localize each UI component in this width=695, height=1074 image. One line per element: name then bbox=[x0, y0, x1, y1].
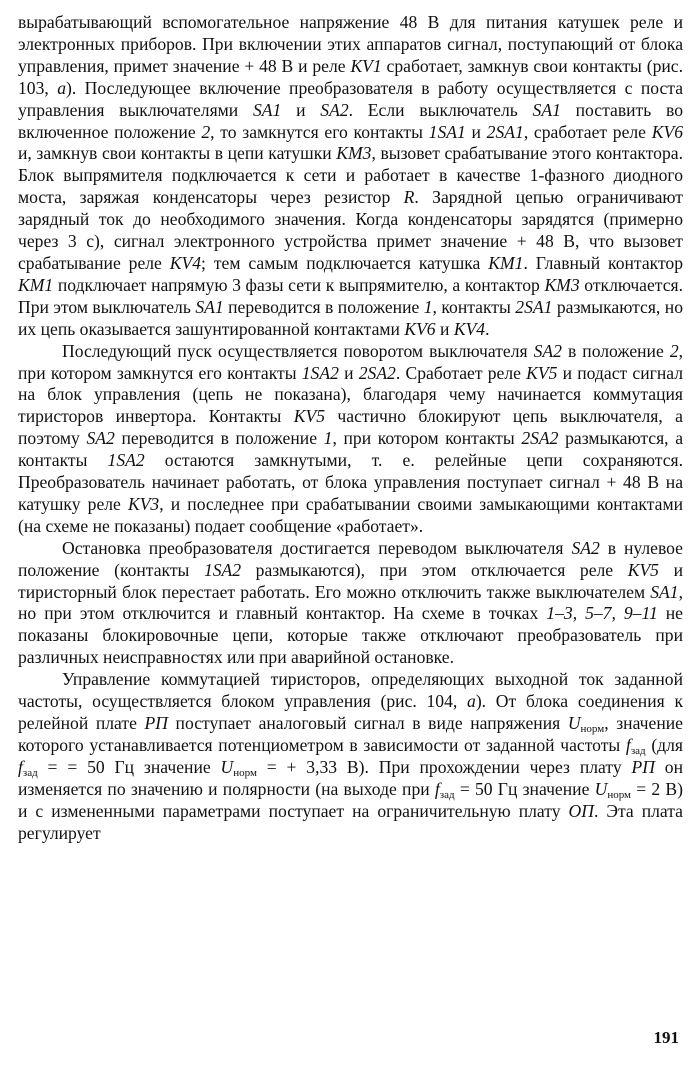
text-run: . Если выключатель bbox=[348, 99, 533, 120]
resistor-label: R bbox=[403, 187, 415, 208]
text-run: (для bbox=[645, 734, 684, 755]
switch-label: SA1 bbox=[253, 99, 282, 120]
frequency-symbol: f bbox=[625, 734, 631, 755]
text-run: поставить во включенное положение bbox=[18, 99, 683, 142]
text-run: подключает напрямую 3 фазы сети к выпрямителю, а контактор bbox=[53, 274, 545, 295]
contactor-label: KM3 bbox=[544, 274, 580, 295]
relay-label: KV5 bbox=[293, 406, 326, 427]
text-run: не показаны блокировочные цепи, которые также отключают преобразователь при различных неисправностях или при аварийной остановке. bbox=[18, 603, 683, 668]
point-range-label: 1–3, 5–7, 9–11 bbox=[546, 603, 658, 624]
text-run: , при котором контакты bbox=[332, 428, 522, 449]
switch-label: SA1 bbox=[650, 581, 679, 602]
text-run: отключается. При этом выключатель bbox=[18, 274, 683, 317]
text-run: = = 50 Гц значение bbox=[37, 756, 221, 777]
text-run: и bbox=[435, 318, 454, 339]
text-run: и bbox=[338, 362, 359, 383]
text-run: поступает аналоговый сигнал в виде напряжения bbox=[167, 713, 568, 733]
text-run: сработает, замкнув свои контакты (рис. 103, bbox=[18, 55, 683, 98]
relay-label: KV1 bbox=[350, 55, 382, 76]
text-run: , и последнее при срабатывании своими замыкающими контактами (на схеме не показаны) подает сообщение «работает». bbox=[18, 493, 683, 536]
paragraph bbox=[18, 341, 683, 538]
subscript: норм bbox=[580, 723, 605, 735]
relay-label: KV6 bbox=[651, 121, 683, 142]
contact-label: 2SA1 bbox=[486, 121, 524, 142]
text-run: и тиристорный блок перестает работать. Его можно отключить также выключателем bbox=[18, 559, 683, 602]
position-label: 2 bbox=[201, 121, 211, 142]
text-run: Последующий пуск осуществляется поворотом выключателя bbox=[62, 340, 534, 361]
text-run: в нулевое положение (контакты bbox=[18, 537, 683, 580]
contactor-label: KM1 bbox=[18, 274, 54, 295]
relay-label: KV5 bbox=[627, 559, 659, 580]
position-label: 1 bbox=[423, 296, 433, 317]
voltage-symbol: U bbox=[567, 713, 581, 733]
text-run: . Зарядной цепью ограничивают зарядный ток до необходимого значения. Когда конденсаторы зарядятся (примерно через 3 с), сигнал электронного устройства примет значение + 48 В, что вызовет срабатывание реле bbox=[18, 187, 683, 273]
contact-label: 2SA2 bbox=[521, 428, 559, 449]
voltage-symbol: U bbox=[220, 756, 234, 777]
text-run: Управление коммутацией тиристоров, определяющих выходной ток заданной частоты, осуществляется блоком управления (рис. 104, bbox=[18, 669, 683, 712]
switch-label: SA2 bbox=[86, 428, 115, 449]
contact-label: 2SA1 bbox=[515, 296, 553, 317]
text-run: , при котором замкнутся его контакты bbox=[18, 340, 684, 383]
contact-label: 2SA2 bbox=[358, 362, 396, 383]
subscript: норм bbox=[607, 788, 632, 801]
text-run: , то замкнутся его контакты bbox=[210, 121, 429, 142]
subscript: зад bbox=[630, 744, 646, 757]
subscript: зад bbox=[22, 766, 38, 779]
contactor-label: KM3 bbox=[336, 143, 372, 164]
frequency-symbol: f bbox=[18, 756, 23, 777]
text-run: вырабатывающий вспомогательное напряжение 48 В для питания катушек реле и электронных приборов. При включении этих аппаратов сигнал, поступающий от блока управления, примет значение + 48 В и реле bbox=[18, 12, 683, 76]
text-run: . Главный контактор bbox=[523, 252, 683, 273]
figure-ref: а bbox=[57, 77, 66, 98]
text-run: . bbox=[485, 318, 490, 339]
text-run: размыкаются), при этом отключается реле bbox=[241, 559, 628, 580]
subscript: зад bbox=[439, 788, 455, 801]
text-run: Остановка преобразователя достигается переводом выключателя bbox=[62, 537, 572, 558]
text-run: , значение которого устанавливается потенциометром в зависимости от заданной частоты bbox=[18, 713, 683, 755]
text-run: , вызовет срабатывание этого контактора. Блок выпрямителя подключается к сети и работает в качестве 1-фазного диодного моста, заряжая конденсаторы через резистор bbox=[18, 143, 683, 208]
text-run: ). От блока соединения к релейной плате bbox=[18, 691, 683, 733]
relay-label: KV4 bbox=[169, 252, 202, 273]
contact-label: 1SA1 bbox=[428, 121, 466, 142]
text-run: и, замкнув свои контакты в цепи катушки bbox=[18, 143, 337, 164]
text-run: = + 3,33 В). При прохождении через плату bbox=[256, 756, 632, 777]
contact-label: 1SA2 bbox=[107, 450, 145, 471]
contact-label: 1SA2 bbox=[203, 559, 242, 580]
paragraph bbox=[18, 12, 683, 341]
board-label: РП bbox=[144, 713, 168, 733]
text-run: в положение bbox=[561, 340, 670, 361]
text-run: . Сработает реле bbox=[395, 362, 527, 383]
text-run: переводится в положение bbox=[223, 296, 424, 317]
subscript: норм bbox=[233, 766, 257, 779]
text-run: он изменяется по значению и полярности (на выходе при bbox=[18, 756, 683, 799]
relay-label: KV5 bbox=[526, 362, 558, 383]
text-run: остаются замкнутыми, т. е. релейные цепи сохраняются. Преобразователь начинает работать, от блока управления поступает сигнал + 48 В на катушку реле bbox=[18, 450, 683, 514]
text-run: . Эта плата регулирует bbox=[18, 800, 683, 843]
text-run: ; тем самым подключается катушка bbox=[201, 252, 489, 273]
relay-label: KV4 bbox=[453, 318, 486, 339]
board-label: РП bbox=[631, 756, 655, 777]
switch-label: SA2 bbox=[571, 537, 600, 558]
switch-label: SA2 bbox=[320, 99, 349, 120]
relay-label: KV6 bbox=[404, 318, 436, 339]
figure-ref: а bbox=[467, 691, 476, 712]
voltage-symbol: U bbox=[594, 778, 608, 799]
contact-label: 1SA2 bbox=[301, 362, 339, 383]
text-run: и подаст сигнал на блок управления (цепь не показана), благодаря чему начинается коммутация тиристоров инвертора. Контакты bbox=[18, 362, 683, 427]
position-label: 1 bbox=[323, 428, 333, 449]
switch-label: SA1 bbox=[195, 296, 224, 317]
text-run: , сработает реле bbox=[523, 121, 652, 142]
board-label: ОП bbox=[568, 800, 594, 821]
text-run: размыкаются, но их цепь оказывается зашунтированной контактами bbox=[18, 296, 683, 339]
text-run: ). Последующее включение преобразователя в работу осуществляется с поста управления выключателями bbox=[18, 77, 683, 120]
paragraph bbox=[18, 538, 683, 669]
text-run: размыкаются, а контакты bbox=[18, 428, 684, 471]
text-run: = 50 Гц значение bbox=[454, 778, 595, 799]
frequency-symbol: f bbox=[434, 778, 440, 799]
position-label: 2 bbox=[669, 340, 679, 361]
relay-label: KV3 bbox=[127, 493, 160, 514]
paragraph bbox=[18, 669, 683, 844]
contactor-label: KM1 bbox=[488, 252, 524, 273]
switch-label: SA1 bbox=[532, 99, 561, 120]
text-run: , но при этом отключится и главный контактор. На схеме в точках bbox=[18, 581, 683, 624]
text-run: и bbox=[281, 99, 321, 120]
switch-label: SA2 bbox=[533, 340, 562, 361]
text-run: , контакты bbox=[432, 296, 516, 317]
page-number: 191 bbox=[653, 1028, 679, 1047]
text-run: частично блокируют цепь выключателя, а поэтому bbox=[18, 406, 683, 449]
page-text bbox=[18, 12, 683, 844]
text-run: переводится в положение bbox=[114, 428, 324, 449]
text-run: и bbox=[465, 121, 487, 142]
text-run: = 2 В) и с измененными параметрами поступает на ограничительную плату bbox=[18, 778, 683, 821]
